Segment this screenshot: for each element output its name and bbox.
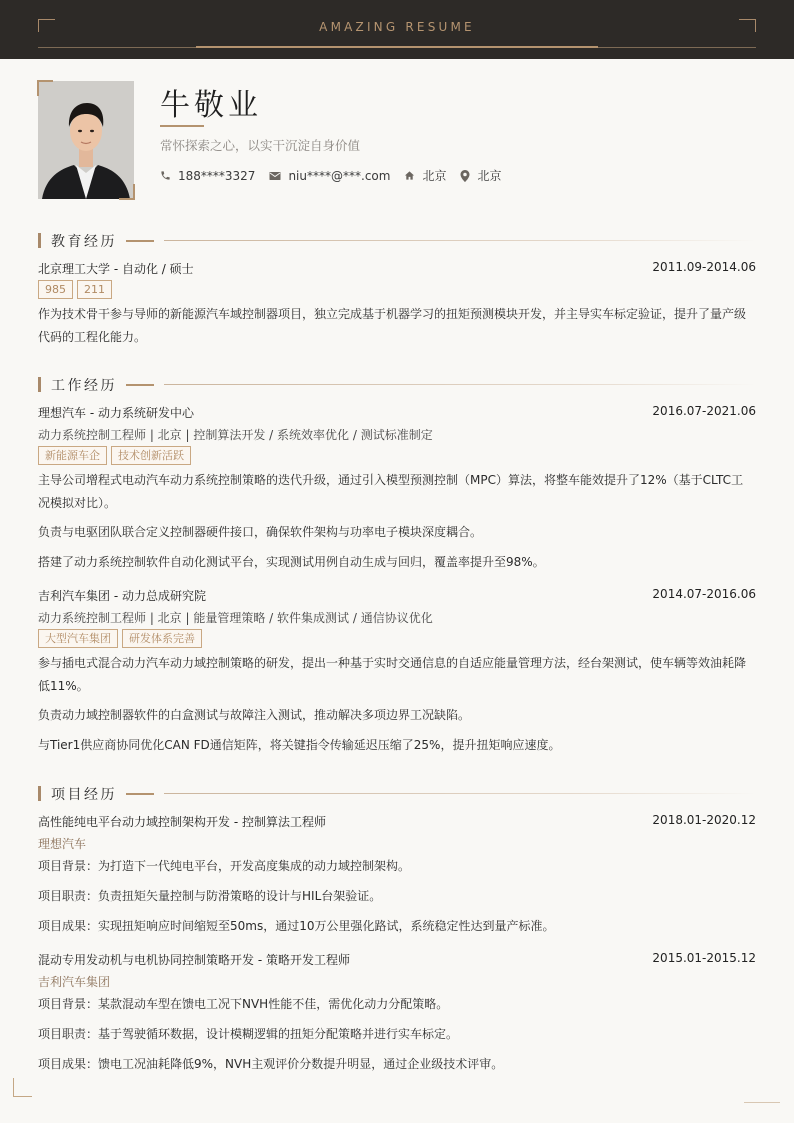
contact-home bbox=[404, 167, 446, 184]
mail-icon bbox=[269, 171, 281, 181]
location-city: 北京 bbox=[477, 169, 502, 183]
work-bullet: 负责与电驱团队联合定义控制器硬件接口，确保软件架构与功率电子模块深度耦合。 bbox=[38, 525, 483, 539]
section-work bbox=[38, 375, 756, 393]
section-marker bbox=[38, 233, 41, 248]
phone-number: 188****3327 bbox=[178, 168, 256, 183]
project-bullet: 项目成果：实现扭矩响应时间缩短至50ms，通过10万公里强化路试，系统稳定性达到量产标准。 bbox=[38, 919, 555, 933]
project-bullet: 项目背景：某款混动车型在馈电工况下NVH性能不佳，需优化动力分配策略。 bbox=[38, 997, 449, 1011]
education-tags bbox=[38, 280, 116, 299]
entry-title: 理想汽车 - 动力系统研发中心 bbox=[38, 406, 194, 420]
project-bullet: 项目职责：基于驾驶循环数据，设计模糊逻辑的扭矩分配策略并进行实车标定。 bbox=[38, 1027, 459, 1041]
photo-corner-bottom-right bbox=[119, 184, 135, 200]
contact-bar bbox=[160, 167, 515, 184]
entry-title: 北京理工大学 - 自动化 / 硕士 bbox=[38, 262, 194, 276]
tag: 大型汽车集团 bbox=[38, 629, 118, 648]
section-divider bbox=[164, 793, 756, 794]
avatar bbox=[38, 81, 134, 199]
contact-phone bbox=[160, 169, 255, 183]
tag: 211 bbox=[77, 280, 112, 299]
work-bullet: 参与插电式混合动力汽车动力域控制策略的研发，提出一种基于实时交通信息的自适应能量管理方法，经台架测试，使车辆等效油耗降低11%。 bbox=[38, 656, 747, 693]
motto: 常怀探索之心，以实干沉淀自身价值 bbox=[160, 138, 361, 153]
work-role-line: 动力系统控制工程师 | 北京 | 能量管理策略 / 软件集成测试 / 通信协议优化 bbox=[38, 611, 433, 625]
location-pin-icon bbox=[460, 170, 470, 182]
entry-title: 高性能纯电平台动力域控制架构开发 - 控制算法工程师 bbox=[38, 815, 326, 829]
project-entry-header bbox=[38, 813, 756, 830]
entry-date: 2018.01-2020.12 bbox=[652, 813, 756, 827]
candidate-name: 牛敬业 bbox=[160, 88, 262, 123]
work-bullet: 搭建了动力系统控制软件自动化测试平台，实现测试用例自动生成与回归，覆盖率提升至98%。 bbox=[38, 555, 545, 569]
tag: 新能源车企 bbox=[38, 446, 107, 465]
section-accent-line bbox=[126, 384, 154, 386]
project-org: 理想汽车 bbox=[38, 837, 87, 851]
entry-date: 2016.07-2021.06 bbox=[652, 404, 756, 418]
home-city: 北京 bbox=[422, 169, 447, 183]
section-marker bbox=[38, 377, 41, 392]
work-entry-header bbox=[38, 587, 756, 604]
banner-divider-accent bbox=[196, 46, 598, 48]
tag: 985 bbox=[38, 280, 73, 299]
contact-location bbox=[460, 167, 501, 184]
contact-email bbox=[269, 169, 390, 183]
name-underline bbox=[160, 125, 204, 127]
entry-date: 2015.01-2015.12 bbox=[652, 951, 756, 965]
work-tags bbox=[38, 446, 195, 465]
project-entry-header bbox=[38, 951, 756, 968]
top-banner bbox=[0, 0, 794, 59]
banner-title: AMAZING RESUME bbox=[319, 20, 475, 34]
section-accent-line bbox=[126, 240, 154, 242]
photo-corner-top-left bbox=[37, 80, 53, 96]
work-tags bbox=[38, 629, 206, 648]
section-title: 教育经历 bbox=[51, 234, 117, 250]
section-title: 项目经历 bbox=[51, 787, 117, 803]
project-bullet: 项目背景：为打造下一代纯电平台，开发高度集成的动力域控制架构。 bbox=[38, 859, 411, 873]
project-bullet: 项目职责：负责扭矩矢量控制与防滑策略的设计与HIL台架验证。 bbox=[38, 889, 382, 903]
tag: 技术创新活跃 bbox=[111, 446, 191, 465]
project-org: 吉利汽车集团 bbox=[38, 975, 111, 989]
work-entry-header bbox=[38, 404, 756, 421]
section-divider bbox=[164, 240, 756, 241]
work-bullet: 负责动力域控制器软件的白盒测试与故障注入测试，推动解决多项边界工况缺陷。 bbox=[38, 708, 471, 722]
profile-photo-frame bbox=[38, 81, 134, 199]
work-role-line: 动力系统控制工程师 | 北京 | 控制算法开发 / 系统效率优化 / 测试标准制定 bbox=[38, 428, 433, 442]
entry-date: 2011.09-2014.06 bbox=[652, 260, 756, 274]
work-bullet: 主导公司增程式电动汽车动力系统控制策略的迭代升级，通过引入模型预测控制（MPC）算法，将整车能效提升了12%（基于CLTC工况模拟对比）。 bbox=[38, 473, 744, 510]
home-icon bbox=[404, 170, 415, 181]
entry-title: 混动专用发动机与电机协同控制策略开发 - 策略开发工程师 bbox=[38, 953, 350, 967]
email-address: niu****@***.com bbox=[288, 168, 391, 183]
tag: 研发体系完善 bbox=[122, 629, 202, 648]
phone-icon bbox=[160, 170, 171, 181]
entry-title: 吉利汽车集团 - 动力总成研究院 bbox=[38, 589, 206, 603]
section-projects bbox=[38, 784, 756, 802]
section-title: 工作经历 bbox=[51, 378, 117, 394]
education-entry-header bbox=[38, 260, 756, 277]
footer-line-right bbox=[744, 1102, 780, 1103]
entry-date: 2014.07-2016.06 bbox=[652, 587, 756, 601]
section-divider bbox=[164, 384, 756, 385]
section-education bbox=[38, 231, 756, 249]
section-marker bbox=[38, 786, 41, 801]
work-bullet: 与Tier1供应商协同优化CAN FD通信矩阵，将关键指令传输延迟压缩了25%，提升扭矩响应速度。 bbox=[38, 738, 561, 752]
project-bullet: 项目成果：馈电工况油耗降低9%，NVH主观评价分数提升明显，通过企业级技术评审。 bbox=[38, 1057, 504, 1071]
section-accent-line bbox=[126, 793, 154, 795]
education-description: 作为技术骨干参与导师的新能源汽车域控制器项目，独立完成基于机器学习的扭矩预测模块开发，并主导实车标定验证，提升了量产级代码的工程化能力。 bbox=[38, 307, 747, 344]
footer-corner-left bbox=[13, 1078, 32, 1097]
